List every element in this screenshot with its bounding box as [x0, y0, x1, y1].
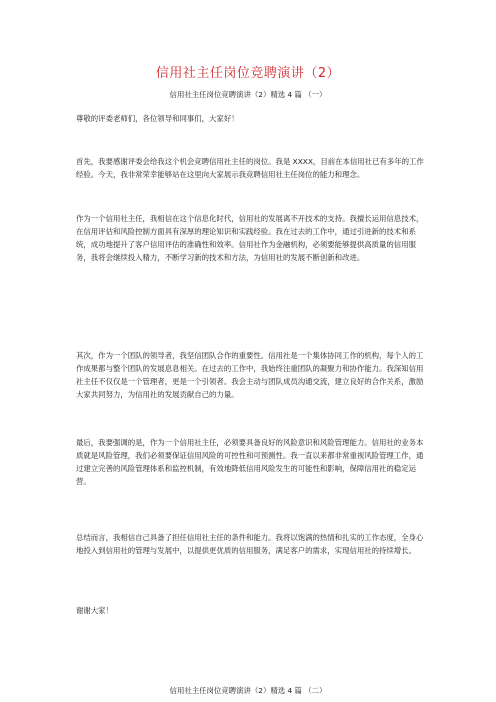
document-subtitle: 信用社主任岗位竞聘演讲（2）精选 4 篇 （一） [169, 90, 327, 99]
paragraph-risk: 最后，我要强调的是，作为一个信用社主任，必须要具备良好的风险意识和风险管理能力。信用社的业务本质就是风险管理，我们必须要保证信用风险的可控性和可预测性。我一直以来都非常重视风险管理工作，通过建立完善的风险管理体系和监控机制，有效地降低信用风险发生的可能性和影响，保障信用社的稳定运营。 [76, 438, 424, 486]
document-footer: 信用社主任岗位竞聘演讲（2）精选 4 篇 （二） [169, 686, 327, 695]
paragraph-intro: 首先，我要感谢评委会给我这个机会竞聘信用社主任的岗位。我是 XXXX，目前在本信用社已有多年的工作经验。今天，我非常荣幸能够站在这里向大家展示我竞聘信用社主任岗位的能力和理念。 [76, 157, 424, 179]
paragraph-thanks: 谢谢大家！ [76, 606, 113, 615]
paragraph-teamwork: 其次，作为一个团队的领导者，我坚信团队合作的重要性。信用社是一个集体协同工作的机构，每个人的工作成果都与整个团队的发展息息相关。在过去的工作中，我始终注重团队的凝聚力和协作能力。我深知信用社主任不仅仅是一个管理者，更是一个引领者。我会主动与团队成员沟通交流，建立良好的合作关系，激励大家共同努力，为信用社的发展贡献自己的力量。 [76, 351, 424, 399]
paragraph-technology: 作为一个信用社主任，我相信在这个信息化时代，信用社的发展离不开技术的支持。我擅长运用信息技术，在信用评估和风险控制方面具有深厚的理论知识和实践经验。我在过去的工作中，通过引进新的技术和系统，成功地提升了客户信用评估的准确性和效率。信用社作为金融机构，必须要能够提供高质量的信用服务，我将会继续投入精力，不断学习新的技术和方法，为信用社的发展不断创新和改进。 [76, 214, 424, 262]
paragraph-greeting: 尊敬的评委老师们，各位领导和同事们，大家好！ [76, 114, 239, 123]
document-title: 信用社主任岗位竞聘演讲（2） [155, 66, 341, 81]
paragraph-summary: 总结而言，我相信自己具备了担任信用社主任的条件和能力。我将以饱满的热情和扎实的工作态度，全身心地投入到信用社的管理与发展中，以提供更优质的信用服务，满足客户的需求，实现信用社的持续增长。 [76, 533, 424, 555]
